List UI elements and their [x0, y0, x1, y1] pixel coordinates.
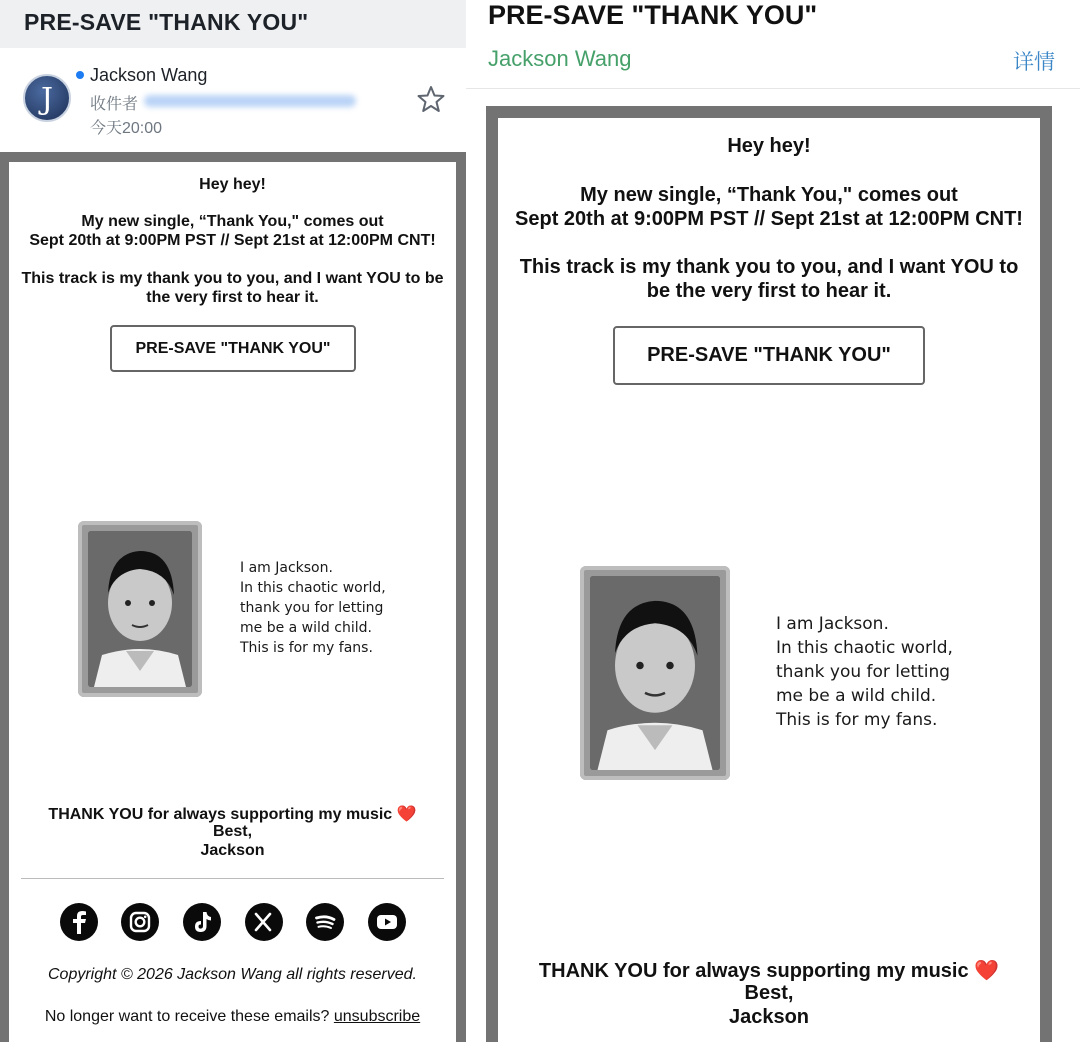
closing-signoff: Jackson	[728, 1006, 810, 1028]
recipient-address-redacted	[144, 95, 356, 107]
greeting: Hey hey!	[199, 176, 266, 193]
facebook-icon[interactable]	[60, 903, 98, 941]
announcement-line-2: Sept 20th at 9:00PM PST // Sept 21st at 12:00PM CNT!	[515, 208, 1023, 230]
note-line: In this chaotic world,	[776, 638, 953, 658]
unread-dot-icon	[76, 71, 84, 79]
x-icon[interactable]	[245, 903, 283, 941]
tiktok-icon[interactable]	[183, 903, 221, 941]
youtube-icon[interactable]	[368, 903, 406, 941]
handwritten-note	[240, 558, 386, 658]
message-line-1: This track is my thank you to you, and I want YOU to be	[21, 270, 444, 287]
star-icon[interactable]	[416, 84, 446, 114]
presave-button[interactable]: PRE-SAVE "THANK YOU"	[613, 326, 925, 385]
unsubscribe-link[interactable]: unsubscribe	[333, 1008, 421, 1025]
message-line-2: be the very first to hear it.	[646, 280, 892, 302]
email-subject: PRE-SAVE "THANK YOU"	[24, 9, 309, 35]
note-line: In this chaotic world,	[240, 580, 386, 596]
closing-best: Best,	[212, 823, 253, 840]
email-body	[9, 162, 456, 1042]
details-link[interactable]: 详情	[1013, 51, 1055, 74]
sender-header	[0, 48, 466, 152]
email-subject: PRE-SAVE "THANK YOU"	[488, 0, 818, 30]
announcement-line-2: Sept 20th at 9:00PM PST // Sept 21st at 12:00PM CNT!	[29, 232, 436, 249]
header-divider	[466, 88, 1080, 89]
note-line: This is for my fans.	[776, 710, 938, 730]
closing-signoff: Jackson	[200, 842, 265, 859]
copyright: Copyright © 2026 Jackson Wang all rights reserved.	[47, 966, 417, 983]
instagram-icon[interactable]	[121, 903, 159, 941]
avatar-letter: J	[40, 82, 54, 117]
sender-name[interactable]: Jackson Wang	[90, 65, 208, 85]
message-line-1: This track is my thank you to you, and I want YOU to	[519, 256, 1019, 278]
closing-best: Best,	[744, 982, 794, 1004]
unsubscribe-text: No longer want to receive these emails?	[44, 1008, 330, 1025]
email-body	[498, 118, 1040, 1042]
recipient-label: 收件者	[90, 96, 139, 113]
spotify-icon[interactable]	[306, 903, 344, 941]
thanks-line: THANK YOU for always supporting my music ❤️	[48, 806, 417, 823]
sender-name[interactable]: Jackson Wang	[488, 46, 632, 71]
childhood-photo	[580, 566, 730, 780]
greeting: Hey hey!	[727, 135, 811, 157]
note-line: I am Jackson.	[776, 614, 889, 634]
message-line-2: the very first to hear it.	[146, 289, 319, 306]
subject-bar	[0, 0, 466, 48]
presave-button[interactable]: PRE-SAVE "THANK YOU"	[110, 325, 356, 372]
left-mail-view	[0, 0, 466, 1042]
right-mail-view	[466, 0, 1080, 1042]
received-time: 今天20:00	[90, 120, 163, 137]
note-line: This is for my fans.	[240, 640, 373, 656]
thanks-line: THANK YOU for always supporting my music ❤️	[538, 960, 1000, 982]
avatar[interactable]	[23, 74, 71, 122]
note-line: I am Jackson.	[240, 560, 333, 576]
note-line: thank you for letting	[240, 600, 384, 616]
divider	[21, 878, 444, 879]
handwritten-note	[776, 612, 953, 732]
unsubscribe-row	[9, 1008, 456, 1026]
childhood-photo	[78, 521, 202, 697]
announcement-line-1: My new single, “Thank You," comes out	[81, 213, 384, 230]
note-line: me be a wild child.	[240, 620, 372, 636]
note-line: me be a wild child.	[776, 686, 937, 706]
note-line: thank you for letting	[776, 662, 951, 682]
announcement-line-1: My new single, “Thank You," comes out	[580, 184, 958, 206]
